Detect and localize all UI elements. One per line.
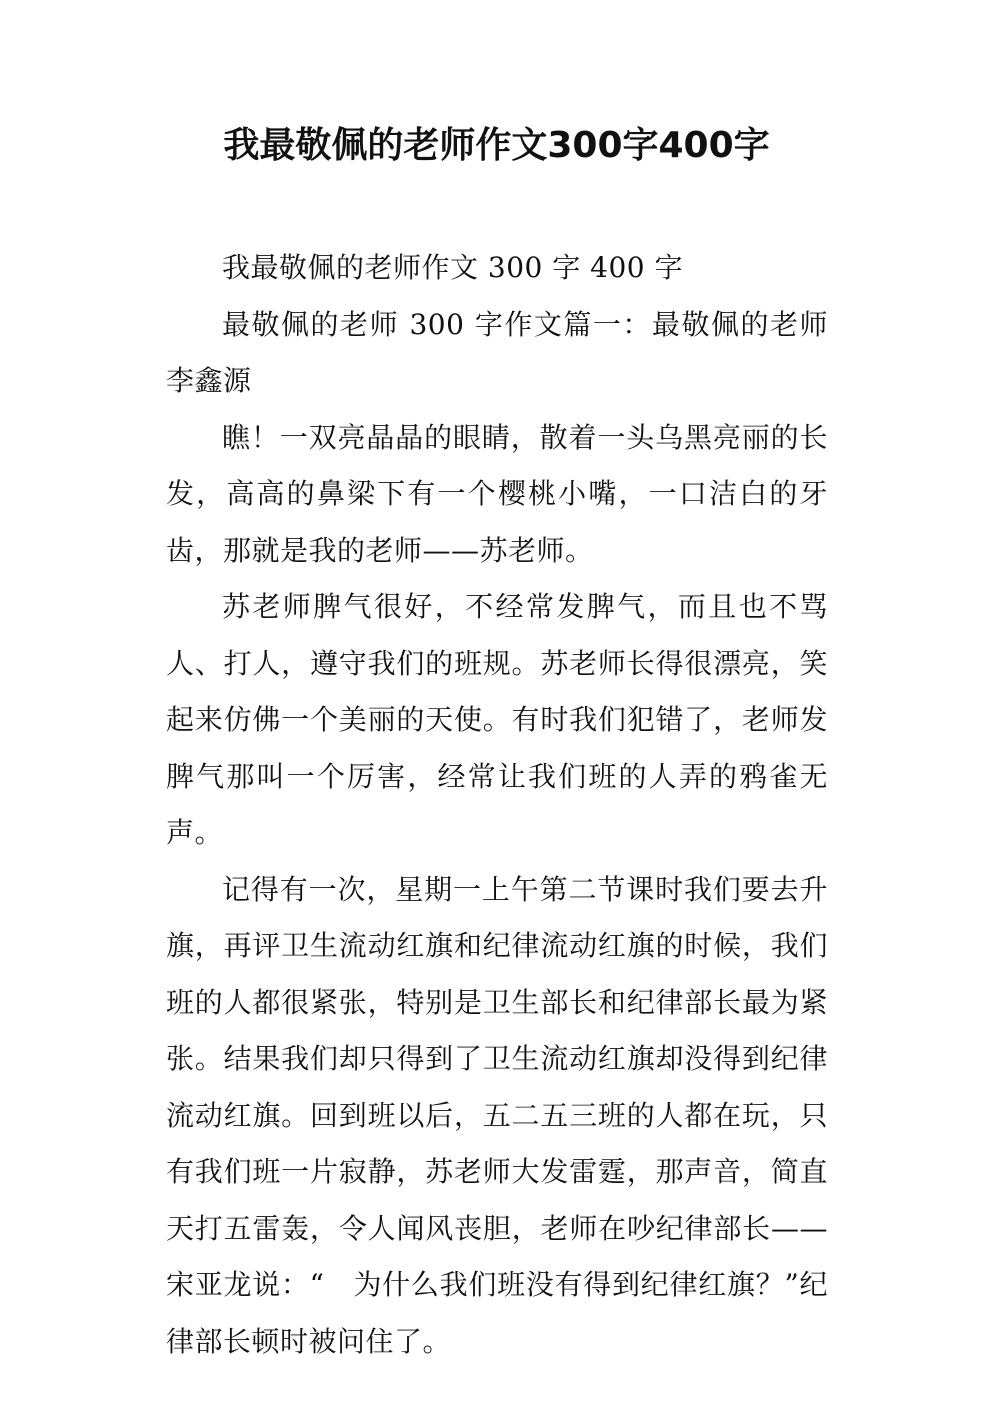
document-title: 我最敬佩的老师作文300字400字 <box>223 125 770 166</box>
paragraph-description: 瞧！一双亮晶晶的眼睛，散着一头乌黑亮丽的长发，高高的鼻梁下有一个樱桃小嘴，一口洁白的牙齿，那就是我的老师——苏老师。 <box>166 420 828 567</box>
paragraph-story: 记得有一次，星期一上午第二节课时我们要去升旗，再评卫生流动红旗和纪律流动红旗的时候，我们班的人都很紧张，特别是卫生部长和纪律部长最为紧张。结果我们却只得到了卫生流动红旗却没得到纪律流动红旗。回到班以后，五二五三班的人都在玩，只有我们班一片寂静，苏老师大发雷霆，那声音，简直天打五雷轰，令人闻风丧胆，老师在吵纪律部长——宋亚龙说：“ 为什么我们班没有得到纪律红旗？”纪律部长顿时被问住了。 <box>166 872 828 1358</box>
paragraph-subtitle: 最敬佩的老师 300 字作文篇一：最敬佩的老师李鑫源 <box>166 307 828 397</box>
paragraph-heading-repeat: 我最敬佩的老师作文 300 字 400 字 <box>222 251 683 284</box>
document-body <box>166 240 828 1370</box>
paragraph-temperament: 苏老师脾气很好，不经常发脾气，而且也不骂人、打人，遵守我们的班规。苏老师长得很漂亮，笑起来仿佛一个美丽的天使。有时我们犯错了，老师发脾气那叫一个厉害，经常让我们班的人弄的鸦雀无声。 <box>166 590 828 849</box>
